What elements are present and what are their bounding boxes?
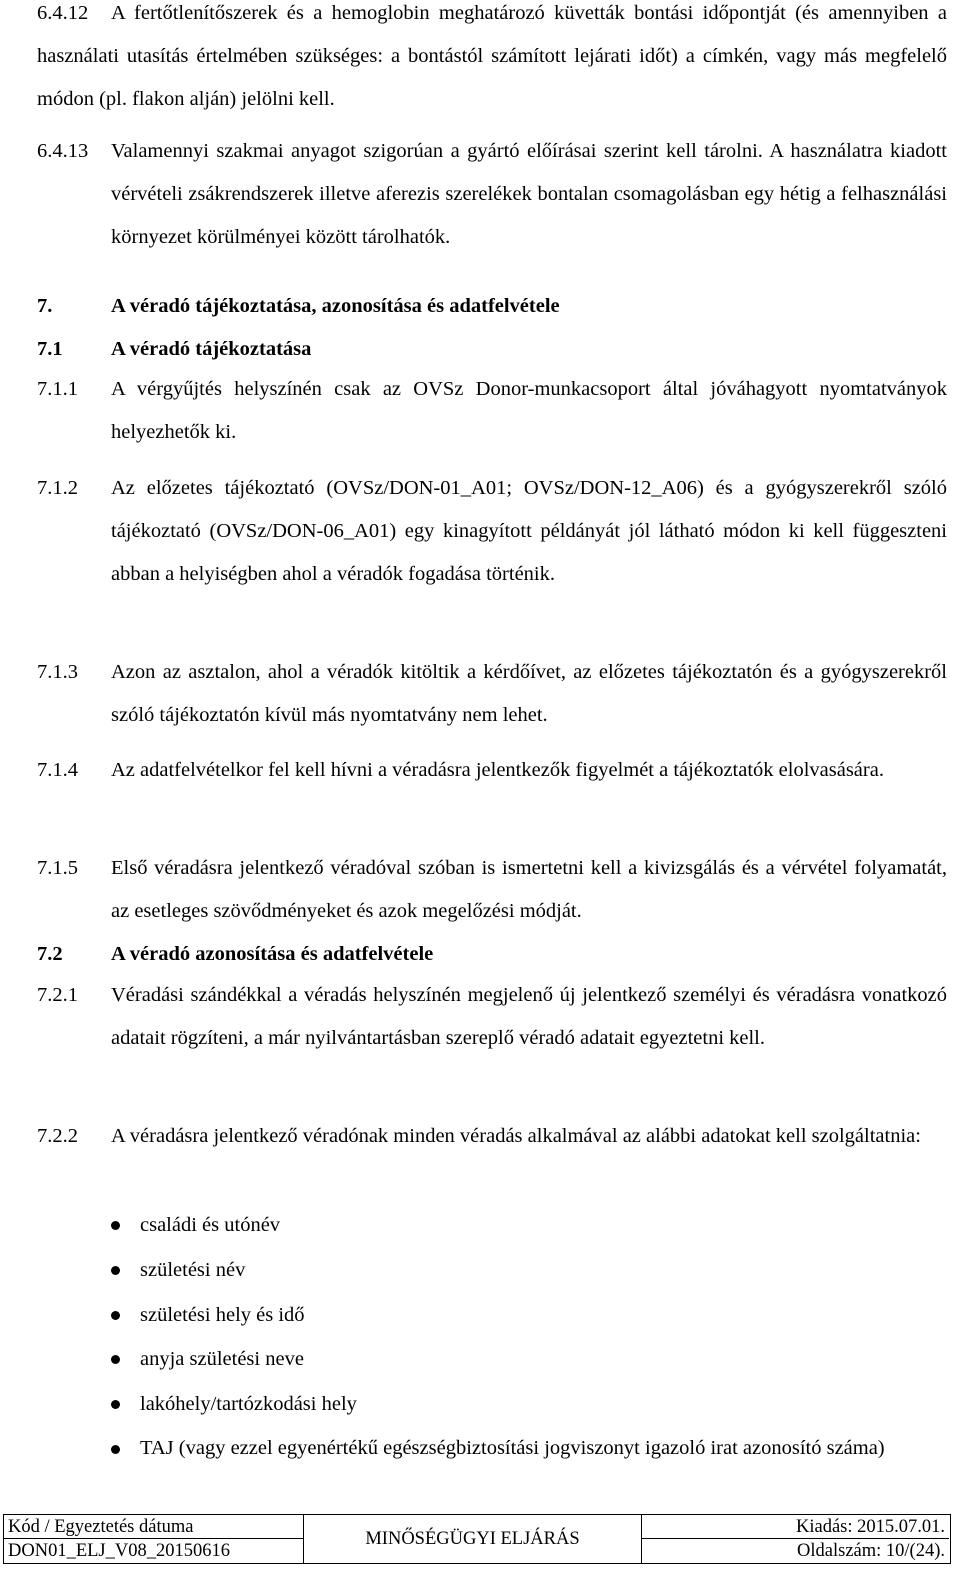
heading-text: A véradó azonosítása és adatfelvétele xyxy=(111,943,434,965)
paragraph-6-4-13 xyxy=(37,130,947,259)
paragraph-number: 7.1.4 xyxy=(37,759,78,781)
paragraph-text: A véradásra jelentkező véradónak minden véradás alkalmával az alábbi adatokat kell szolgáltatnia: xyxy=(111,1125,921,1147)
paragraph-number: 7.2.2 xyxy=(37,1125,78,1147)
list-item: lakóhely/tartózkodási hely xyxy=(111,1382,947,1427)
bullet-icon xyxy=(111,1311,120,1320)
list-item: anyja születési neve xyxy=(111,1337,947,1382)
section-heading-7 xyxy=(37,285,947,328)
paragraph-text: Azon az asztalon, ahol a véradók kitöltik a kérdőívet, az előzetes tájékoztatón és a gyógyszerekről szóló tájékoztatón kívül más nyomtatvány nem lehet. xyxy=(111,661,947,726)
paragraph-number: 7.1.3 xyxy=(37,661,78,683)
paragraph-text: Az előzetes tájékoztató (OVSz/DON-01_A01; OVSz/DON-12_A06) és a gyógyszerekről szóló tájékoztató (OVSz/DON-06_A01) egy kinagyított példányát jól látható módon ki kell függeszteni abban a helyiségben ahol a véradók fogadása történik. xyxy=(111,477,947,585)
list-item: családi és utónév xyxy=(111,1203,947,1248)
bullet-icon xyxy=(111,1221,120,1230)
required-data-list xyxy=(111,1203,947,1470)
footer-code-value: DON01_ELJ_V08_20150616 xyxy=(8,1541,230,1561)
paragraph-number: 7.1.1 xyxy=(37,378,78,400)
footer-doc-type: MINŐSÉGÜGYI ELJÁRÁS xyxy=(365,1529,580,1549)
paragraph-7-2-2 xyxy=(37,1115,947,1158)
paragraph-7-1-5 xyxy=(37,847,947,933)
bullet-icon xyxy=(111,1400,120,1409)
heading-number: 7.2 xyxy=(37,943,63,965)
paragraph-number: 6.4.12 xyxy=(37,2,89,24)
section-heading-7-1 xyxy=(37,328,947,371)
footer-code-label: Kód / Egyeztetés dátuma xyxy=(4,1515,303,1539)
paragraph-text: Véradási szándékkal a véradás helyszínén megjelenő új jelentkező személyi és véradásra vonatkozó adatait rögzíteni, a már nyilvántartásban szereplő véradó adatait egyeztetni kell. xyxy=(111,984,947,1049)
footer-issue-cell xyxy=(642,1515,949,1563)
bullet-icon xyxy=(111,1445,120,1454)
section-heading-7-2 xyxy=(37,933,947,976)
footer-page-number: Oldalszám: 10/(24). xyxy=(797,1541,945,1561)
heading-text: A véradó tájékoztatása xyxy=(111,338,312,360)
paragraph-7-1-4 xyxy=(37,749,947,792)
paragraph-7-2-1 xyxy=(37,974,947,1060)
heading-number: 7.1 xyxy=(37,338,63,360)
list-item: születési hely és idő xyxy=(111,1293,947,1338)
paragraph-text: Valamennyi szakmai anyagot szigorúan a gyártó előírásai szerint kell tárolni. A használatra kiadott vérvételi zsákrendszerek illetve aferezis szerelékek bontalan csomagolásban egy hétig a felhasználási környezet körülményei között tárolhatók. xyxy=(111,140,947,248)
heading-text: A véradó tájékoztatása, azonosítása és adatfelvétele xyxy=(111,295,560,317)
footer-issue: Kiadás: 2015.07.01. xyxy=(642,1515,949,1539)
heading-number: 7. xyxy=(37,295,53,317)
paragraph-6-4-12 xyxy=(37,0,947,121)
paragraph-number: 7.1.2 xyxy=(37,477,78,499)
paragraph-7-1-3 xyxy=(37,651,947,737)
document-footer xyxy=(3,1514,951,1564)
paragraph-number: 7.2.1 xyxy=(37,984,78,1006)
footer-code-cell xyxy=(4,1515,304,1563)
paragraph-text: Első véradásra jelentkező véradóval szóban is ismertetni kell a kivizsgálás és a vérvétel folyamatát, az esetleges szövődményeket és azok megelőzési módját. xyxy=(111,857,947,922)
bullet-icon xyxy=(111,1266,120,1275)
bullet-icon xyxy=(111,1355,120,1364)
paragraph-number: 7.1.5 xyxy=(37,857,78,879)
paragraph-text: A vérgyűjtés helyszínén csak az OVSz Donor-munkacsoport által jóváhagyott nyomtatványok helyezhetők ki. xyxy=(111,378,947,443)
list-item: születési név xyxy=(111,1248,947,1293)
footer-doc-type-cell xyxy=(304,1515,642,1563)
paragraph-7-1-2 xyxy=(37,467,947,596)
paragraph-text: A fertőtlenítőszerek és a hemoglobin meghatározó küvetták bontási időpontját (és amennyiben a használati utasítás értelmében szükséges: a bontástól számított lejárati időt) a címkén, vagy más megfelelő módon (pl. flakon alján) jelölni kell. xyxy=(37,2,947,110)
paragraph-number: 6.4.13 xyxy=(37,140,89,162)
list-item: TAJ (vagy ezzel egyenértékű egészségbiztosítási jogviszonyt igazoló irat azonosító száma) xyxy=(111,1427,947,1470)
paragraph-text: Az adatfelvételkor fel kell hívni a véradásra jelentkezők figyelmét a tájékoztatók elolvasására. xyxy=(111,759,884,781)
paragraph-7-1-1 xyxy=(37,368,947,454)
